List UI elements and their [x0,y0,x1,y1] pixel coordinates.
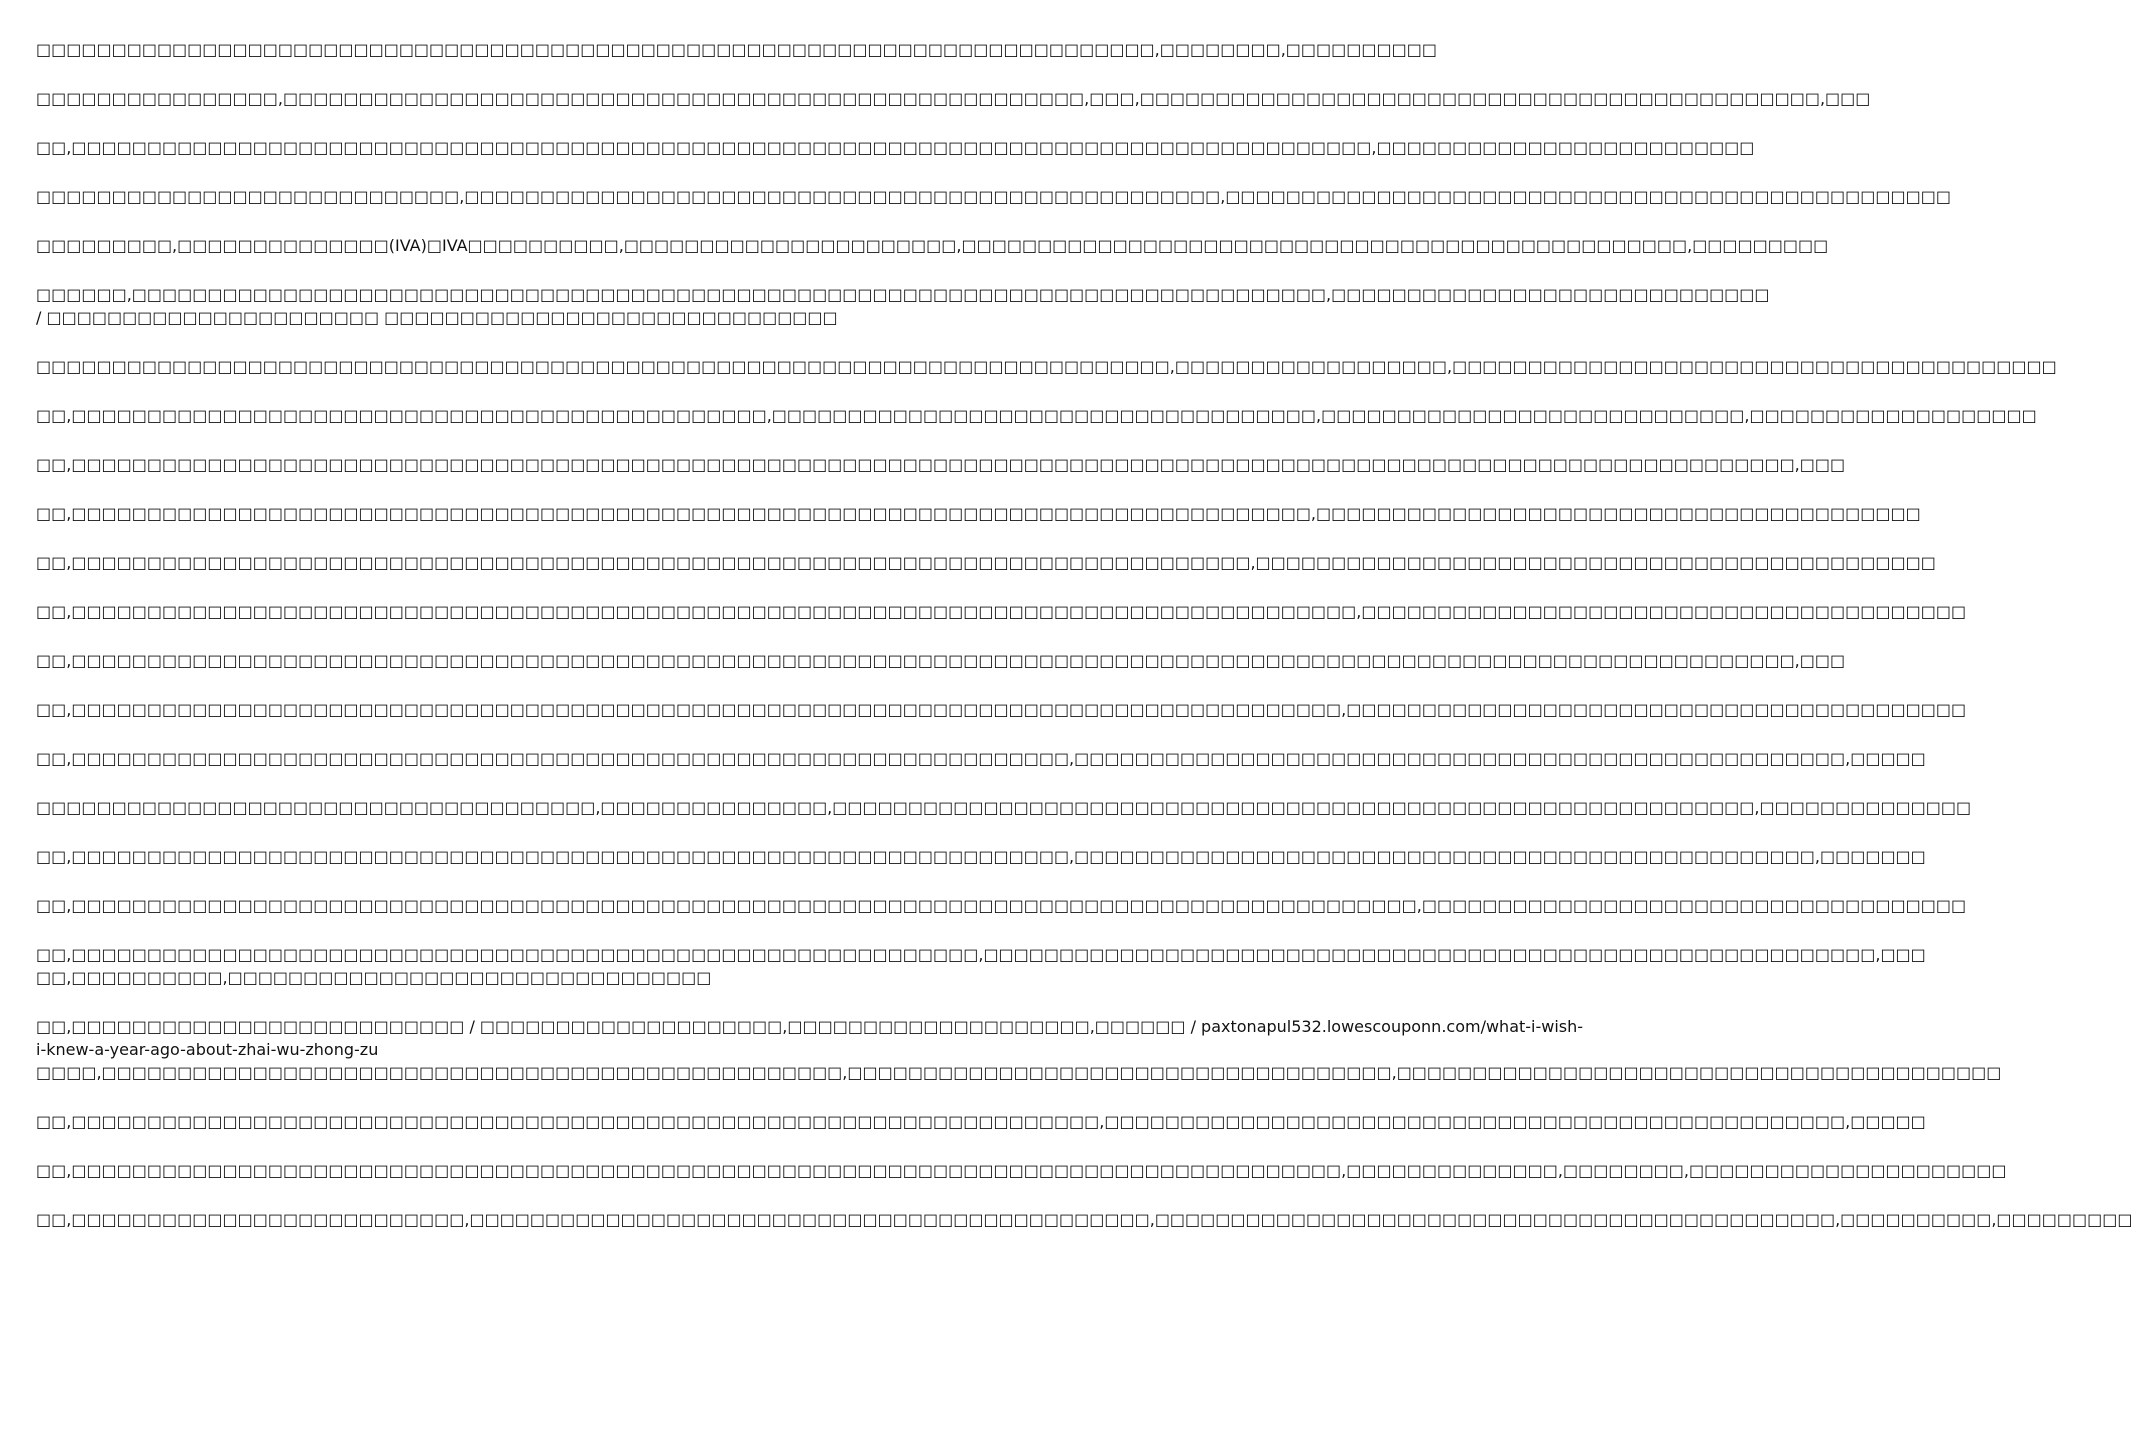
paragraph [36,502,1921,525]
paragraph [36,185,1951,208]
paragraph-line: □□,□□□□□□□□□□□□□□□□□□□□□□□□□□□□□□□□□□□□□□□□□□□□□□□□□□□□□□□□□□□□□□□□□□,□□□□□□□□□□□□□□□□□□□□□□□□□□□□□□□□□□□□□□□□□□□□□□□□□,□□□□□□□ [36,847,1926,866]
paragraph [36,1061,2002,1084]
paragraph-line: i-knew-a-year-ago-about-zhai-wu-zhong-zu [36,1040,379,1059]
paragraph-line: □□,□□□□□□□□□□□□□□□□□□□□□□□□□□□□□□□□□□□□□□□□□□□□□□□□□□□□□□□□□□□□□□□□□□□□□□□□□□□□□□□□□□□□□,□□□□□□□□□□□□□□□□□□□□□□□□□□□□□□□□□□□□□□□□ [36,602,1967,621]
paragraph [36,796,1972,819]
paragraph [36,600,1967,623]
paragraph [36,136,1755,159]
paragraph-line: □□,□□□□□□□□□□□□□□□□□□□□□□□□□□□□□□□□□□□□□□□□□□□□□□□□□□□□□□□□□□□□□□□□□□□□□□□□□□□□□□□□□□□□□□,□□□□□□□□□□□□□□□□□□□□□□□□□ [36,138,1755,157]
paragraph-line: □□,□□□□□□□□□□,□□□□□□□□□□□□□□□□□□□□□□□□□□□□□□□□ [36,968,712,987]
paragraph [36,894,1967,917]
paragraph [36,38,1437,61]
paragraph-line: □□□□□□□□□□□□□□□□□□□□□□□□□□□□□□□□□□□□□,□□□□□□□□□□□□□□□,□□□□□□□□□□□□□□□□□□□□□□□□□□□□□□□□□□□□□□□□□□□□□□□□□□□□□□□□□□□□□,□□□□□□□□□□□□□□ [36,798,1972,817]
paragraph-line: □□□□□□□□□□□□□□□□□□□□□□□□□□□□□□□□□□□□□□□□□□□□□□□□□□□□□□□□□□□□□□□□□□□□□□□□□□□,□□□□□□□□□□□□□□□□□□,□□□□□□□□□□□□□□□□□□□□□□□□□□□□□□□□□□□□□□□□ [36,357,2057,376]
paragraph-line: □□□□□□□□□,□□□□□□□□□□□□□□(IVA)□IVA□□□□□□□□□□,□□□□□□□□□□□□□□□□□□□□□□,□□□□□□□□□□□□□□□□□□□□□□□□□□□□□□□□□□□□□□□□□□□□□□□□,□□□□□□□□□ [36,236,1829,255]
paragraph-line: □□,□□□□□□□□□□□□□□□□□□□□□□□□□□ / □□□□□□□□□□□□□□□□□□□□,□□□□□□□□□□□□□□□□□□□□,□□□□□□ / paxtonapul532.lowescouponn.com/what-i-wish- [36,1017,1584,1036]
paragraph-line: □□□□□□,□□□□□□□□□□□□□□□□□□□□□□□□□□□□□□□□□□□□□□□□□□□□□□□□□□□□□□□□□□□□□□□□□□□□□□□□□□□□□□□,□□□□□□□□□□□□□□□□□□□□□□□□□□□□□ [36,285,1770,304]
paragraph-line: □□,□□□□□□□□□□□□□□□□□□□□□□□□□□□□□□□□□□□□□□□□□□□□□□□□□□□□□□□□□□□□□□□□□□□□,□□□□□□□□□□□□□□□□□□□□□□□□□□□□□□□□□□□□□□□□□□□□□□□□□,□□□□□ [36,1112,1926,1131]
paragraph [36,404,2037,427]
paragraph [36,649,1846,672]
paragraph [36,551,1936,574]
paragraph-line: □□,□□□□□□□□□□□□□□□□□□□□□□□□□□□□□□□□□□□□□□□□□□□□□□□□□□□□□□□□□□□□□□□□□□□□□□□□□□□□□□□□□□□□,□□□□□□□□□□□□□□,□□□□□□□□,□□□□□□□□□□□□□□□□□□□□□ [36,1161,2007,1180]
paragraph-line: □□□□□□□□□□□□□□□□□□□□□□□□□□□□□□□□□□□□□□□□□□□□□□□□□□□□□□□□□□□□□□□□□□□□□□□□□□,□□□□□□□□,□□□□□□□□□□ [36,40,1437,59]
paragraph-line: □□□□□□□□□□□□□□□□□□□□□□□□□□□□,□□□□□□□□□□□□□□□□□□□□□□□□□□□□□□□□□□□□□□□□□□□□□□□□□□,□□□□□□□□□□□□□□□□□□□□□□□□□□□□□□□□□□□□□□□□□□□□□□□□ [36,187,1951,206]
paragraph [36,87,1871,110]
paragraph [36,283,1770,329]
paragraph [36,943,1926,989]
paragraph-line: □□,□□□□□□□□□□□□□□□□□□□□□□□□□□□□□□□□□□□□□□□□□□□□□□□□□□□□□□□□□□□□□□□□□□□□□□□□□□□□□□□□□□□□□□□□□□□□□□□□□□□□□□□□□□□□□□□□□□,□□□ [36,455,1846,474]
paragraph-line: □□,□□□□□□□□□□□□□□□□□□□□□□□□□□□□□□□□□□□□□□□□□□□□□□□□□□□□□□□□□□□□,□□□□□□□□□□□□□□□□□□□□□□□□□□□□□□□□□□□□□□□□□□□□□□□□□□□□□□□□□□□,□□□ [36,945,1926,964]
paragraph [36,747,1926,770]
paragraph-line: □□□□,□□□□□□□□□□□□□□□□□□□□□□□□□□□□□□□□□□□□□□□□□□□□□□□□□,□□□□□□□□□□□□□□□□□□□□□□□□□□□□□□□□□□□□,□□□□□□□□□□□□□□□□□□□□□□□□□□□□□□□□□□□□□□□□ [36,1063,2002,1082]
paragraph-line: / □□□□□□□□□□□□□□□□□□□□□□ □□□□□□□□□□□□□□□□□□□□□□□□□□□□□□ [36,308,838,327]
paragraph-line: □□,□□□□□□□□□□□□□□□□□□□□□□□□□□□□□□□□□□□□□□□□□□□□□□□□□□□□□□□□□□□□□□□□□□□□□□□□□□□□□□□□□□,□□□□□□□□□□□□□□□□□□□□□□□□□□□□□□□□□□□□□□□□ [36,504,1921,523]
paragraph-line: □□,□□□□□□□□□□□□□□□□□□□□□□□□□□□□□□□□□□□□□□□□□□□□□□,□□□□□□□□□□□□□□□□□□□□□□□□□□□□□□□□□□□□,□□□□□□□□□□□□□□□□□□□□□□□□□□□□,□□□□□□□□□□□□□□□□□□□ [36,406,2037,425]
paragraph [36,453,1846,476]
paragraph-line: □□,□□□□□□□□□□□□□□□□□□□□□□□□□□□□□□□□□□□□□□□□□□□□□□□□□□□□□□□□□□□□□□□□□□□□□□□□□□□□□□□□□□□□,□□□□□□□□□□□□□□□□□□□□□□□□□□□□□□□□□□□□□□□□□ [36,700,1967,719]
paragraph [36,698,1967,721]
paragraph [36,1110,1926,1133]
paragraph [36,355,2057,378]
paragraph-line: □□,□□□□□□□□□□□□□□□□□□□□□□□□□□□□□□□□□□□□□□□□□□□□□□□□□□□□□□□□□□□□□□□□□□,□□□□□□□□□□□□□□□□□□□□□□□□□□□□□□□□□□□□□□□□□□□□□□□□□□□,□□□□□ [36,749,1926,768]
paragraph [36,845,1926,868]
paragraph [36,1208,2132,1231]
paragraph-line: □□,□□□□□□□□□□□□□□□□□□□□□□□□□□□□□□□□□□□□□□□□□□□□□□□□□□□□□□□□□□□□□□□□□□□□□□□□□□□□□□□□□□□□□□□□□□□□□□□□□□□□□□□□□□□□□□□□□□,□□□ [36,651,1846,670]
paragraph [36,1015,1584,1061]
document-body [36,38,2132,1257]
paragraph [36,234,1829,257]
paragraph-line: □□□□□□□□□□□□□□□□,□□□□□□□□□□□□□□□□□□□□□□□□□□□□□□□□□□□□□□□□□□□□□□□□□□□□□,□□□,□□□□□□□□□□□□□□□□□□□□□□□□□□□□□□□□□□□□□□□□□□□□□,□□□ [36,89,1871,108]
paragraph-line: □□,□□□□□□□□□□□□□□□□□□□□□□□□□□□□□□□□□□□□□□□□□□□□□□□□□□□□□□□□□□□□□□□□□□□□□□□□□□□□□□,□□□□□□□□□□□□□□□□□□□□□□□□□□□□□□□□□□□□□□□□□□□□□ [36,553,1936,572]
paragraph-line: □□,□□□□□□□□□□□□□□□□□□□□□□□□□□□□□□□□□□□□□□□□□□□□□□□□□□□□□□□□□□□□□□□□□□□□□□□□□□□□□□□□□□□□□□□□□,□□□□□□□□□□□□□□□□□□□□□□□□□□□□□□□□□□□□ [36,896,1967,915]
paragraph-line: □□,□□□□□□□□□□□□□□□□□□□□□□□□□□,□□□□□□□□□□□□□□□□□□□□□□□□□□□□□□□□□□□□□□□□□□□□□,□□□□□□□□□□□□□□□□□□□□□□□□□□□□□□□□□□□□□□□□□□□□□,□□□□□□□□□□,□□□□□□□□□ [36,1210,2132,1229]
paragraph [36,1159,2007,1182]
